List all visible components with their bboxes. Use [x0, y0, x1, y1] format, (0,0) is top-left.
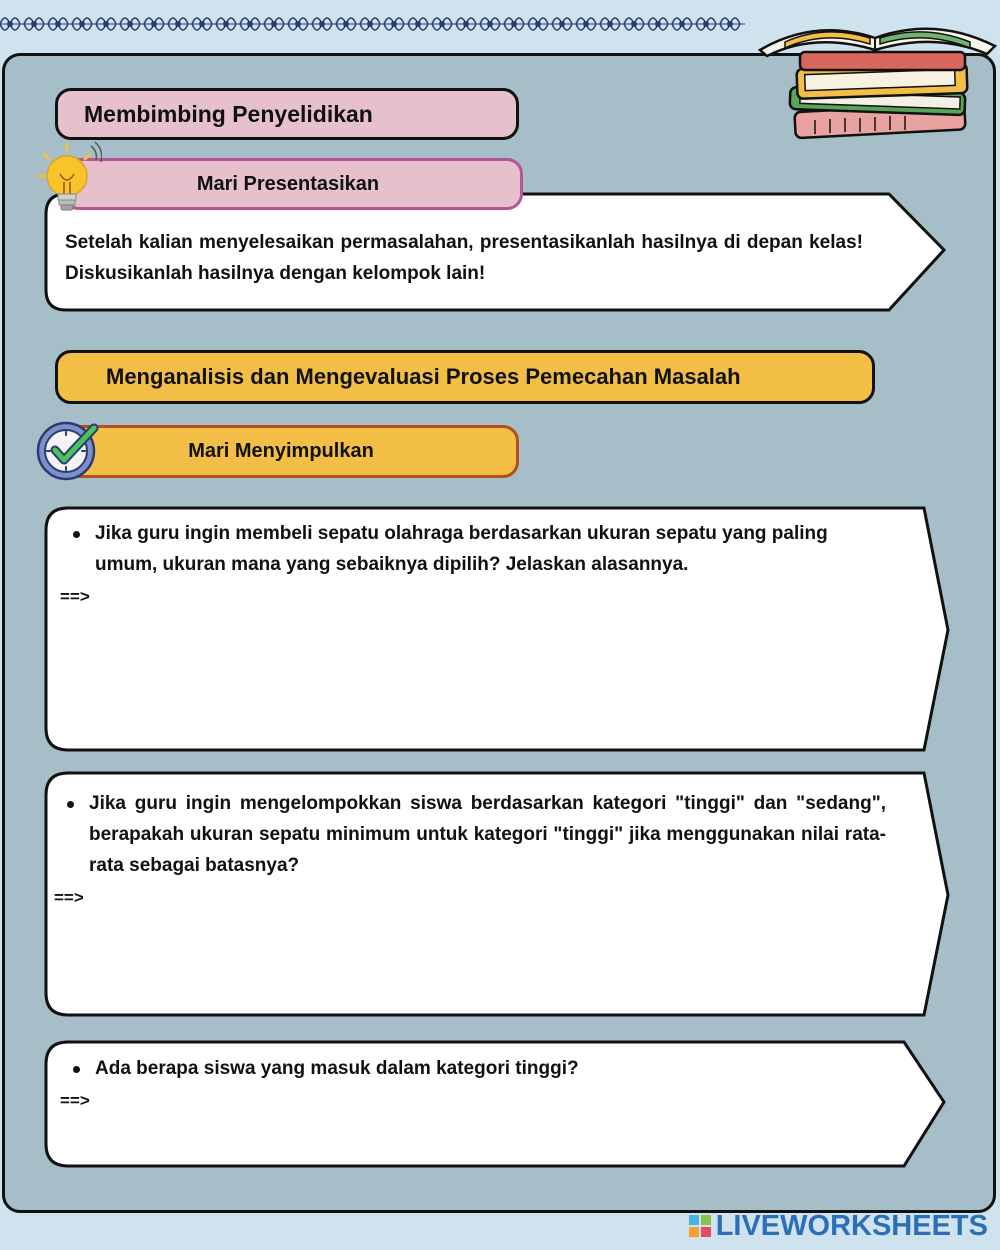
section-title-text: Membimbing Penyelidikan [84, 100, 373, 127]
subsection-label-text: Mari Presentasikan [196, 172, 380, 195]
section-title-menganalisis [55, 350, 875, 404]
question-3-text: Ada berapa siswa yang masuk dalam kategori tinggi? [95, 1058, 579, 1079]
bullet-point [73, 1066, 80, 1073]
section-title-membimbing [55, 88, 519, 140]
liveworksheets-logo-text: LIVEWORKSHEETS [715, 1209, 988, 1242]
section-title-text: Menganalisis dan Mengevaluasi Proses Pemecahan Masalah [106, 364, 741, 389]
clock-check-icon [36, 420, 100, 482]
lightbulb-icon [36, 140, 102, 220]
answer-arrow-3: ==> [60, 1091, 90, 1110]
bullet-point [67, 801, 74, 808]
question-1-text: Jika guru ingin membeli sepatu olahraga berdasarkan ukuran sepatu yang paling umum, ukuran mana yang sebaiknya dipilih? Jelaskan alasannya. [95, 523, 828, 575]
answer-arrow-2: ==> [54, 888, 84, 907]
subsection-label-presentasi [63, 158, 523, 210]
liveworksheets-mark-icon [688, 1214, 712, 1238]
bullet-point [73, 531, 80, 538]
books-illustration [755, 8, 1000, 143]
subsection-label-menyimpulkan [63, 425, 519, 478]
subsection-label-text: Mari Menyimpulkan [188, 440, 374, 462]
liveworksheets-logo [688, 1210, 988, 1242]
question-2-text: Jika guru ingin mengelompokkan siswa berdasarkan kategori "tinggi" dan "sedang", berapakah ukuran sepatu minimum untuk kategori "tinggi" jika menggunakan nilai rata-rata sebagai batasnya? [89, 793, 886, 876]
decorative-border-strip [0, 8, 745, 40]
presentation-instruction: Setelah kalian menyelesaikan permasalahan, presentasikanlah hasilnya di depan kelas! Diskusikanlah hasilnya dengan kelompok lain! [65, 232, 863, 284]
answer-arrow-1: ==> [60, 587, 90, 606]
